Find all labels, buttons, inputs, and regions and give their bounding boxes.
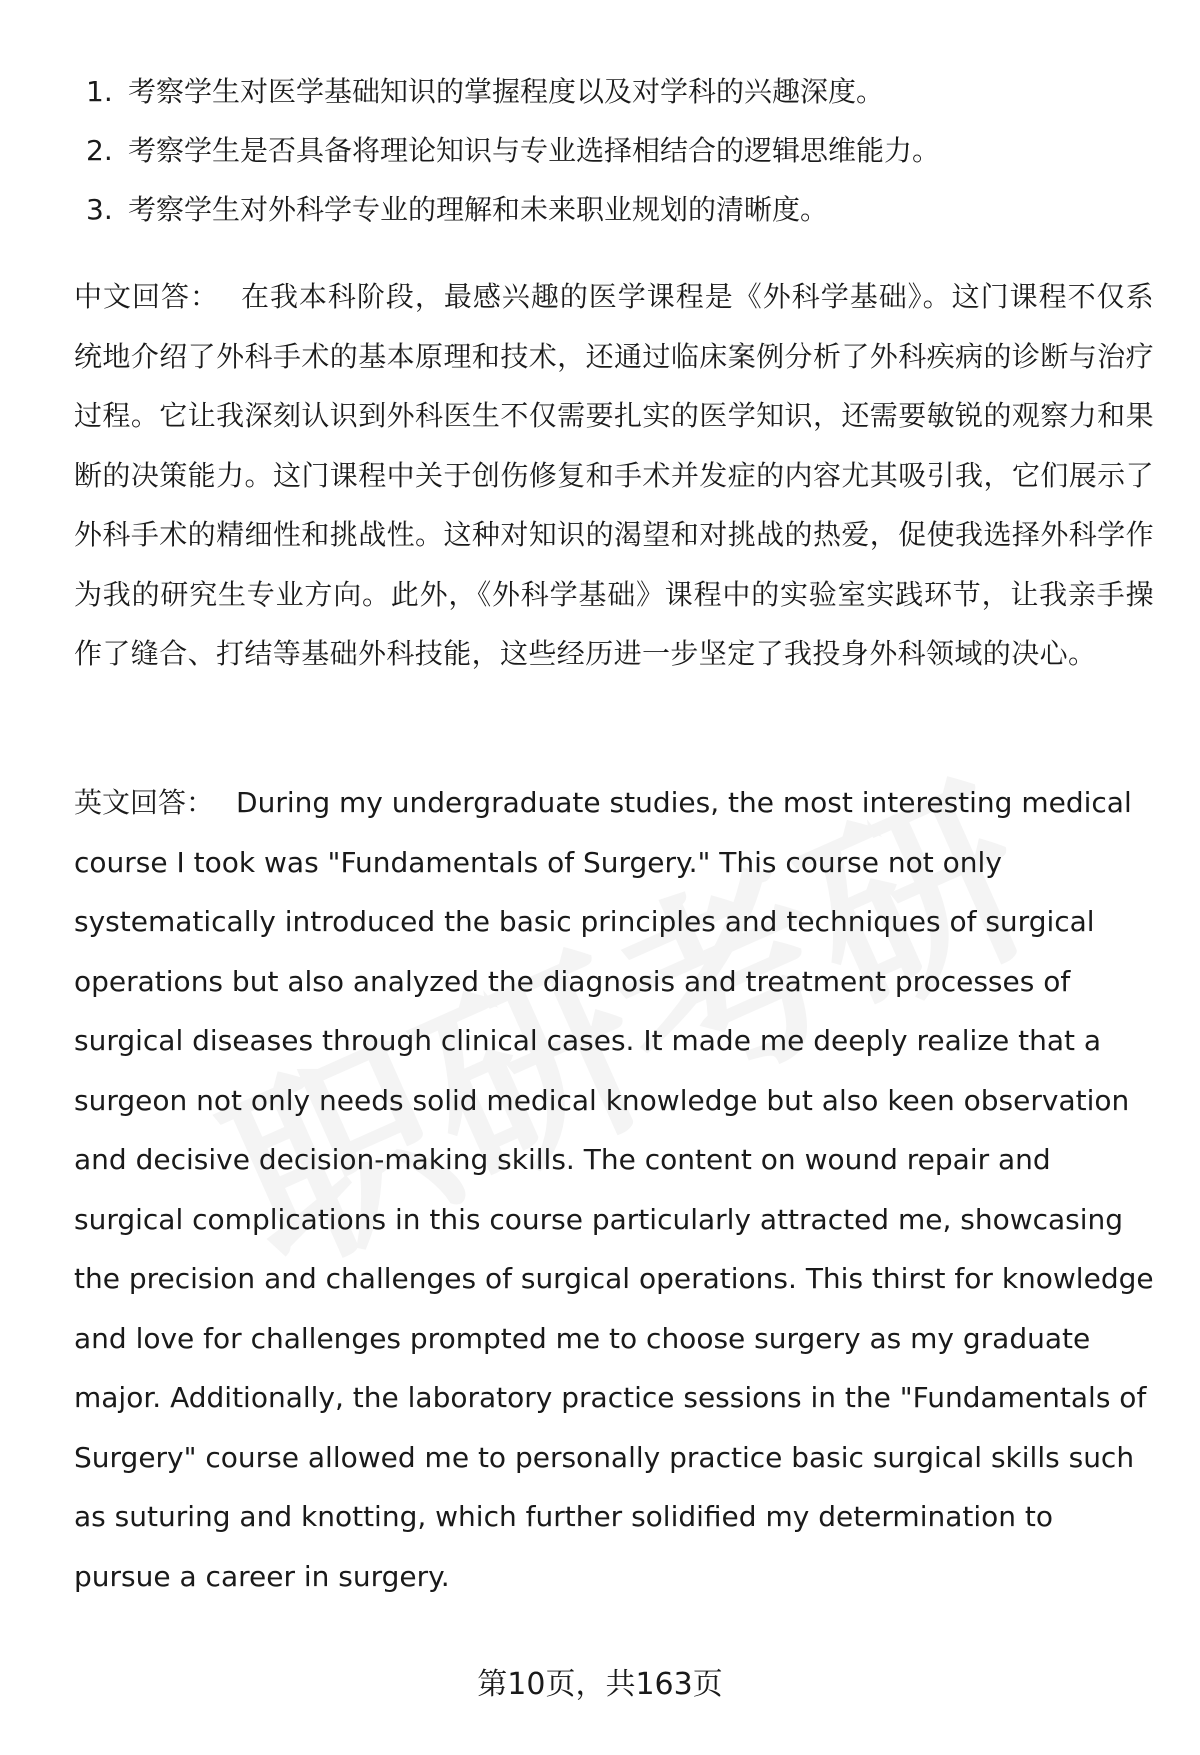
criteria-list (86, 62, 1146, 239)
english-answer-paragraph (74, 773, 1154, 1606)
english-answer-text: During my undergraduate studies, the most interesting medical course I took was "Fundamentals of Surgery." This course not only systematically introduced the basic principles and techniques of surgical operations but also analyzed the diagnosis and treatment processes of surgical diseases through clinical cases. It made me deeply realize that a surgeon not only needs solid medical knowledge but also keen observation and decisive decision-making skills. The content on wound repair and surgical complications in this course particularly attracted me, showcasing the precision and challenges of surgical operations. This thirst for knowledge and love for challenges prompted me to choose surgery as my graduate major. Additionally, the laboratory practice sessions in the "Fundamentals of Surgery" course allowed me to personally practice basic surgical skills such as suturing and knotting, which further solidified my determination to pursue a career in surgery. (74, 786, 1154, 1593)
chinese-answer-paragraph (74, 267, 1154, 684)
criteria-item (86, 180, 1146, 239)
chinese-answer-label: 中文回答： (74, 280, 219, 313)
criteria-text: 考察学生是否具备将理论知识与专业选择相结合的逻辑思维能力。 (128, 134, 941, 167)
criteria-number: 1. (86, 75, 113, 108)
criteria-item (86, 62, 1146, 121)
criteria-number: 2. (86, 134, 113, 167)
english-answer-label: 英文回答： (74, 786, 215, 819)
criteria-number: 3. (86, 193, 113, 226)
criteria-text: 考察学生对医学基础知识的掌握程度以及对学科的兴趣深度。 (128, 75, 885, 108)
page-number-footer: 第10页，共163页 (477, 1667, 723, 1702)
criteria-text: 考察学生对外科学专业的理解和未来职业规划的清晰度。 (128, 193, 829, 226)
criteria-item (86, 121, 1146, 180)
chinese-answer-text: 在我本科阶段，最感兴趣的医学课程是《外科学基础》。这门课程不仅系统地介绍了外科手术的基本原理和技术，还通过临床案例分析了外科疾病的诊断与治疗过程。它让我深刻认识到外科医生不仅需要扎实的医学知识，还需要敏锐的观察力和果断的决策能力。这门课程中关于创伤修复和手术并发症的内容尤其吸引我，它们展示了外科手术的精细性和挑战性。这种对知识的渴望和对挑战的热爱，促使我选择外科学作为我的研究生专业方向。此外，《外科学基础》课程中的实验室实践环节，让我亲手操作了缝合、打结等基础外科技能，这些经历进一步坚定了我投身外科领域的决心。 (74, 280, 1154, 670)
